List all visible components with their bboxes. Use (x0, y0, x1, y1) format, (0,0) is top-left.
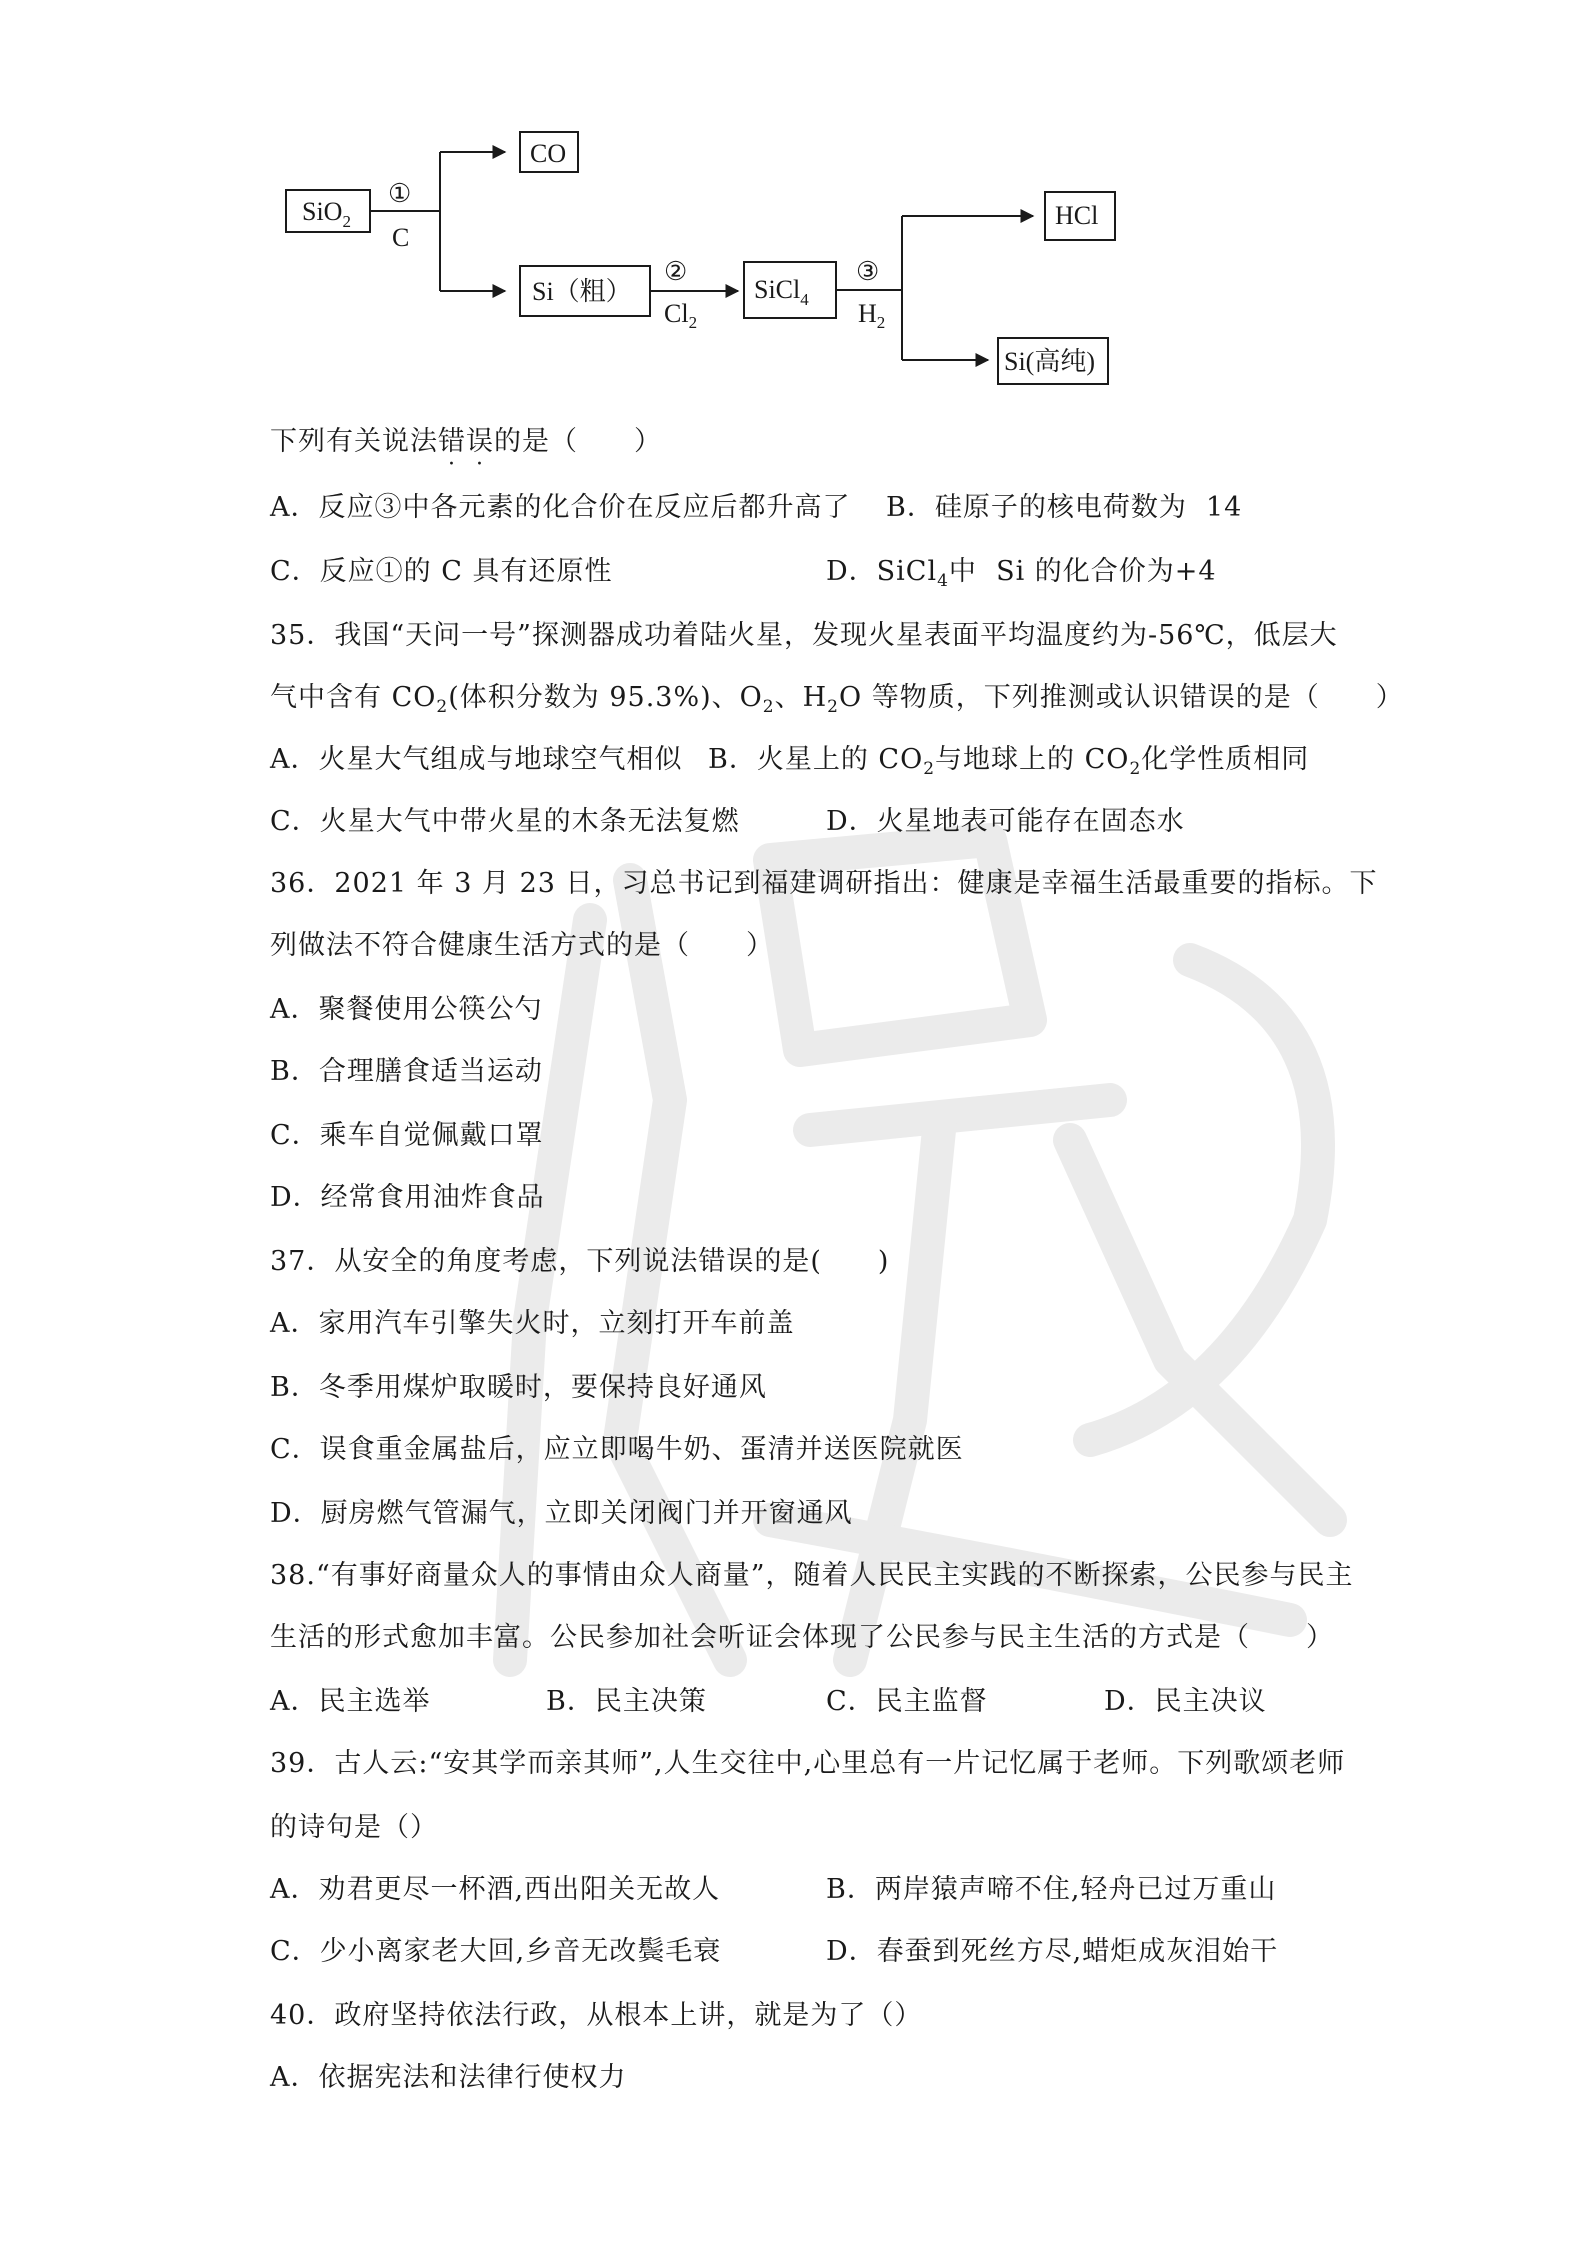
q34-option-d: D．SiCl$_4$中 Si 的化合价为+4 (826, 556, 1217, 591)
q35-option-a: A．火星大气组成与地球空气相似 (270, 744, 683, 775)
q36-stem-line1: 36．2021 年 3 月 23 日，习总书记到福建调研指出：健康是幸福生活最重要的指标。下 (270, 868, 1378, 899)
q37-option-b: B．冬季用煤炉取暖时，要保持良好通风 (270, 1372, 767, 1403)
q34-option-b: B．硅原子的核电荷数为 14 (886, 492, 1243, 523)
q39-stem-line1: 39．古人云:“安其学而亲其师”,人生交往中,心里总有一片记忆属于老师。下列歌颂老师 (270, 1748, 1346, 1779)
q35-option-d: D．火星地表可能存在固态水 (826, 806, 1185, 837)
q38-option-a: A．民主选举 (270, 1686, 431, 1717)
step1-number: ① (388, 179, 412, 208)
q37-option-c: C．误食重金属盐后，应立即喝牛奶、蛋清并送医院就医 (270, 1434, 964, 1465)
q36-option-d: D．经常食用油炸食品 (270, 1182, 545, 1213)
q39-option-d: D．春蚕到死丝方尽,蜡炬成灰泪始干 (826, 1936, 1279, 1967)
step3-reagent: $H_2$ (858, 299, 886, 332)
q35-stem-line1: 35．我国“天问一号”探测器成功着陆火星，发现火星表面平均温度约为-56℃，低层大 (270, 620, 1338, 651)
co-label: CO (530, 139, 567, 168)
silicon-process-diagram (270, 120, 1170, 400)
q40-option-a: A．依据宪法和法律行使权力 (270, 2062, 627, 2093)
step2-reagent: $Cl_2$ (664, 299, 698, 332)
q36-option-a: A．聚餐使用公筷公勺 (270, 994, 543, 1025)
q38-option-b: B．民主决策 (546, 1686, 707, 1717)
emphasis-dots: · · (448, 452, 483, 477)
q38-stem-line2: 生活的形式愈加丰富。公民参加社会听证会体现了公民参与民主生活的方式是（ ） (270, 1622, 1334, 1653)
q36-option-b: B．合理膳食适当运动 (270, 1056, 543, 1087)
si-pure-label: Si(高纯) (1004, 347, 1096, 376)
q38-option-c: C．民主监督 (826, 1686, 988, 1717)
q39-option-a: A．劝君更尽一杯酒,西出阳关无故人 (270, 1874, 721, 1905)
q39-stem-line2: 的诗句是（） (270, 1812, 438, 1843)
step1-reagent: C (392, 223, 410, 252)
q34-option-c: C．反应①的 C 具有还原性 (270, 556, 613, 587)
q35-stem-line2: 气中含有 $CO_2$(体积分数为 95.3%)、$O_2$、$H_2O$ 等物质，下列推测或认识错误的是（ ） (270, 682, 1404, 717)
sio2-label: SiO$_2$ (302, 197, 351, 231)
q38-option-d: D．民主决议 (1104, 1686, 1267, 1717)
q36-stem-line2: 列做法不符合健康生活方式的是（ ） (270, 930, 774, 961)
si-crude-label: Si（粗） (532, 277, 632, 306)
q37-stem: 37．从安全的角度考虑，下列说法错误的是( ) (270, 1246, 890, 1277)
q37-option-a: A．家用汽车引擎失火时，立刻打开车前盖 (270, 1308, 795, 1339)
q39-option-c: C．少小离家老大回,乡音无改鬓毛衰 (270, 1936, 722, 1967)
hcl-label: HCl (1055, 201, 1099, 230)
q36-option-c: C．乘车自觉佩戴口罩 (270, 1120, 544, 1151)
step3-number: ③ (856, 257, 880, 286)
q40-stem: 40．政府坚持依法行政，从根本上讲，就是为了（） (270, 2000, 923, 2031)
step2-number: ② (664, 257, 688, 286)
q37-option-d: D．厨房燃气管漏气，立即关闭阀门并开窗通风 (270, 1498, 853, 1529)
q35-option-c: C．火星大气中带火星的木条无法复燃 (270, 806, 740, 837)
q35-option-b: B．火星上的 $CO_2$与地球上的 $CO_2$化学性质相同 (708, 744, 1310, 779)
sicl4-label: SiCl$_4$ (754, 275, 809, 309)
q34-option-a: A．反应③中各元素的化合价在反应后都升高了 (270, 492, 851, 523)
q39-option-b: B．两岸猿声啼不住,轻舟已过万重山 (826, 1874, 1277, 1905)
q38-stem-line1: 38.“有事好商量众人的事情由众人商量”，随着人民民主实践的不断探索，公民参与民主 (270, 1560, 1354, 1591)
q34-stem: 下列有关说法错误的是（ ） (270, 426, 662, 457)
